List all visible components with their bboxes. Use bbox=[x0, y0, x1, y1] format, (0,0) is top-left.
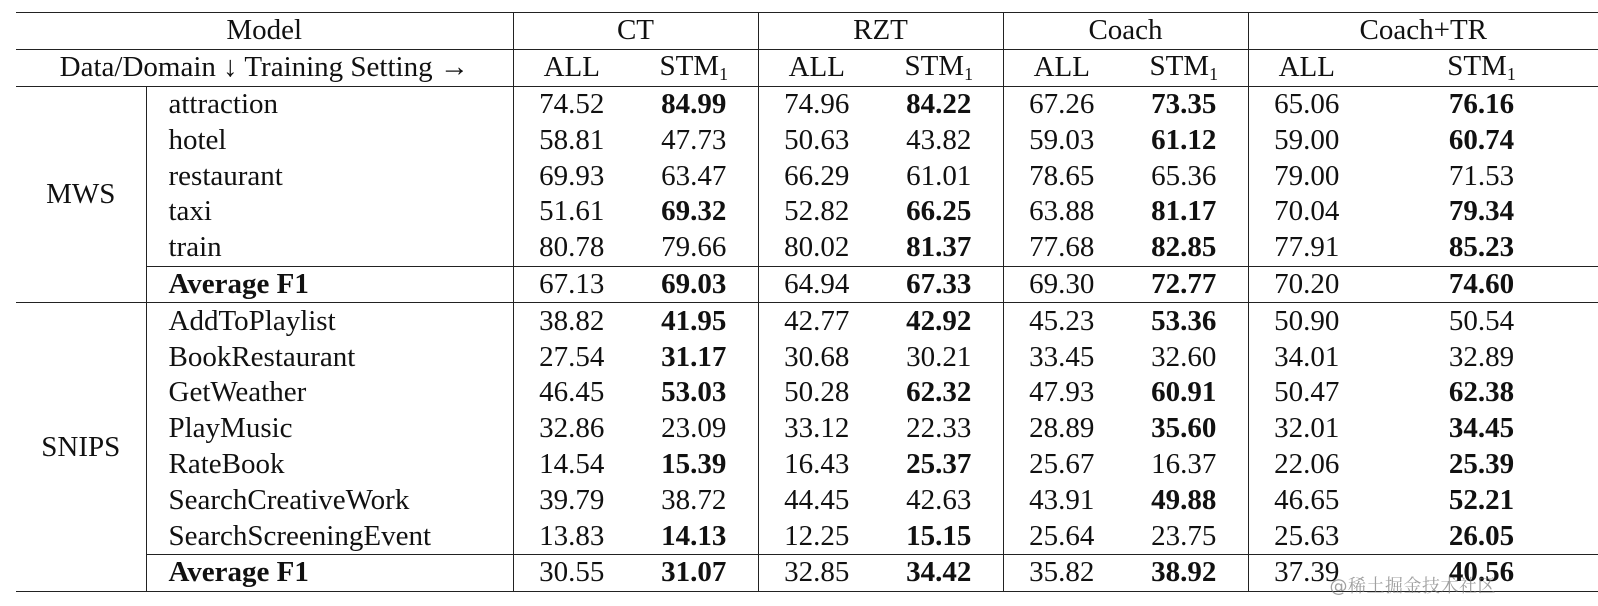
cell-stm: 67.33 bbox=[875, 266, 1003, 303]
cell-stm: 15.39 bbox=[630, 447, 758, 483]
cell-all: 27.54 bbox=[539, 340, 605, 373]
cell-stm: 62.38 bbox=[1448, 376, 1515, 409]
cell-stm: 65.36 bbox=[1120, 158, 1248, 194]
cell-stm: 73.35 bbox=[1120, 86, 1248, 122]
cell-all: 65.06 bbox=[1274, 87, 1340, 120]
cell-all: 74.52 bbox=[539, 87, 605, 120]
cell-stm: 69.32 bbox=[630, 194, 758, 230]
subheader-all: ALL bbox=[1003, 49, 1120, 86]
domain-label: restaurant bbox=[146, 158, 513, 194]
cell-stm: 60.91 bbox=[1120, 375, 1248, 411]
cell-all: 59.00 bbox=[1274, 123, 1340, 156]
cell-all: 38.82 bbox=[539, 304, 605, 337]
cell-all: 69.93 bbox=[539, 159, 605, 192]
cell-stm: 30.21 bbox=[875, 339, 1003, 375]
model-header-coach: Coach bbox=[1003, 13, 1248, 50]
cell-all: 74.96 bbox=[784, 87, 850, 120]
cell-stm: 52.21 bbox=[1448, 483, 1515, 516]
cell-stm: 15.15 bbox=[875, 518, 1003, 554]
cell-all: 25.67 bbox=[1029, 447, 1095, 480]
cell-all: 37.39 bbox=[1248, 554, 1365, 591]
average-row bbox=[16, 266, 1598, 303]
cell-all: 46.45 bbox=[539, 376, 605, 409]
cell-all: 14.54 bbox=[539, 447, 605, 480]
table-row bbox=[16, 518, 1598, 554]
subheader-stm bbox=[1120, 49, 1248, 86]
cell-all: 69.30 bbox=[1003, 266, 1120, 303]
cell-stm: 71.53 bbox=[1448, 159, 1515, 192]
domain-label: BookRestaurant bbox=[146, 339, 513, 375]
cell-stm: 14.13 bbox=[630, 518, 758, 554]
cell-stm: 32.89 bbox=[1448, 340, 1515, 373]
cell-all: 32.01 bbox=[1274, 412, 1340, 445]
cell-stm: 31.17 bbox=[630, 339, 758, 375]
cell-all: 51.61 bbox=[539, 195, 605, 228]
cell-stm: 23.09 bbox=[630, 411, 758, 447]
cell-all: 42.77 bbox=[784, 304, 850, 337]
cell-stm: 79.34 bbox=[1448, 195, 1515, 228]
cell-all: 22.06 bbox=[1274, 447, 1340, 480]
cell-all: 67.13 bbox=[513, 266, 630, 303]
cell-stm: 41.95 bbox=[630, 303, 758, 339]
cell-all: 12.25 bbox=[784, 519, 850, 552]
average-label: Average F1 bbox=[146, 266, 513, 303]
cell-stm: 38.72 bbox=[630, 482, 758, 518]
cell-stm: 23.75 bbox=[1120, 518, 1248, 554]
domain-label: hotel bbox=[146, 122, 513, 158]
cell-stm: 79.66 bbox=[630, 230, 758, 266]
model-header-ct: CT bbox=[513, 13, 758, 50]
domain-label: train bbox=[146, 230, 513, 266]
cell-stm: 34.42 bbox=[875, 554, 1003, 591]
cell-all: 16.43 bbox=[784, 447, 850, 480]
cell-all: 70.04 bbox=[1274, 195, 1340, 228]
watermark: @稀土掘金技术社区 bbox=[1329, 576, 1496, 597]
cell-all: 33.12 bbox=[784, 412, 850, 445]
table-row bbox=[16, 158, 1598, 194]
table-row bbox=[16, 482, 1598, 518]
cell-stm: 62.32 bbox=[875, 375, 1003, 411]
cell-all: 59.03 bbox=[1029, 123, 1095, 156]
cell-all: 34.01 bbox=[1274, 340, 1340, 373]
model-header-rzt: RZT bbox=[758, 13, 1003, 50]
cell-stm: 76.16 bbox=[1448, 87, 1515, 120]
cell-all: 50.90 bbox=[1274, 304, 1340, 337]
cell-all: 79.00 bbox=[1274, 159, 1340, 192]
cell-stm: 53.03 bbox=[630, 375, 758, 411]
table-row bbox=[16, 411, 1598, 447]
cell-stm: 35.60 bbox=[1120, 411, 1248, 447]
cell-all: 50.28 bbox=[784, 376, 850, 409]
stm-subscript: 1 bbox=[719, 64, 729, 85]
cell-all: 32.85 bbox=[758, 554, 875, 591]
stm-label: STM bbox=[904, 50, 965, 83]
table-row bbox=[16, 230, 1598, 266]
cell-stm: 25.37 bbox=[875, 447, 1003, 483]
cell-all: 77.68 bbox=[1029, 231, 1095, 264]
cell-all: 43.91 bbox=[1029, 483, 1095, 516]
table-row bbox=[16, 447, 1598, 483]
cell-stm: 47.73 bbox=[630, 122, 758, 158]
cell-all: 70.20 bbox=[1248, 266, 1365, 303]
cell-stm: 16.37 bbox=[1120, 447, 1248, 483]
cell-all: 30.68 bbox=[784, 340, 850, 373]
cell-all: 50.47 bbox=[1274, 376, 1340, 409]
cell-all: 25.64 bbox=[1029, 519, 1095, 552]
header-row-models bbox=[16, 13, 1598, 50]
cell-stm: 32.60 bbox=[1120, 339, 1248, 375]
cell-stm: 61.12 bbox=[1120, 122, 1248, 158]
cell-stm: 49.88 bbox=[1120, 482, 1248, 518]
cell-stm: 31.07 bbox=[630, 554, 758, 591]
cell-stm: 43.82 bbox=[875, 122, 1003, 158]
cell-stm: 74.60 bbox=[1365, 266, 1598, 303]
cell-stm: 53.36 bbox=[1120, 303, 1248, 339]
cell-stm: 66.25 bbox=[875, 194, 1003, 230]
cell-stm: 50.54 bbox=[1448, 304, 1515, 337]
cell-all: 78.65 bbox=[1029, 159, 1095, 192]
cell-stm: 82.85 bbox=[1120, 230, 1248, 266]
table-row bbox=[16, 194, 1598, 230]
domain-label: PlayMusic bbox=[146, 411, 513, 447]
axis-label: Data/Domain ↓ Training Setting → bbox=[16, 49, 513, 86]
cell-all: 67.26 bbox=[1029, 87, 1095, 120]
cell-all: 47.93 bbox=[1029, 376, 1095, 409]
domain-label: AddToPlaylist bbox=[146, 303, 513, 339]
domain-label: SearchCreativeWork bbox=[146, 482, 513, 518]
cell-all: 46.65 bbox=[1274, 483, 1340, 516]
subheader-all: ALL bbox=[1248, 49, 1365, 86]
stm-subscript: 1 bbox=[964, 64, 974, 85]
domain-label: taxi bbox=[146, 194, 513, 230]
cell-stm: 26.05 bbox=[1448, 519, 1515, 552]
domain-label: GetWeather bbox=[146, 375, 513, 411]
table-row bbox=[16, 122, 1598, 158]
cell-stm: 42.63 bbox=[875, 482, 1003, 518]
subheader-stm bbox=[1365, 49, 1598, 86]
stm-label: STM bbox=[1149, 50, 1210, 83]
subheader-all: ALL bbox=[513, 49, 630, 86]
subheader-stm bbox=[875, 49, 1003, 86]
stm-subscript: 1 bbox=[1506, 64, 1516, 85]
stm-subscript: 1 bbox=[1209, 64, 1219, 85]
header-row-settings bbox=[16, 49, 1598, 86]
group-label: MWS bbox=[16, 86, 146, 303]
cell-all: 63.88 bbox=[1029, 195, 1095, 228]
table-row bbox=[16, 375, 1598, 411]
cell-all: 64.94 bbox=[758, 266, 875, 303]
cell-stm: 84.22 bbox=[875, 86, 1003, 122]
table-row bbox=[16, 303, 1598, 339]
cell-stm: 42.92 bbox=[875, 303, 1003, 339]
cell-all: 33.45 bbox=[1029, 340, 1095, 373]
cell-all: 30.55 bbox=[513, 554, 630, 591]
cell-stm: 72.77 bbox=[1120, 266, 1248, 303]
domain-label: SearchScreeningEvent bbox=[146, 518, 513, 554]
cell-stm: 81.37 bbox=[875, 230, 1003, 266]
cell-stm: 22.33 bbox=[875, 411, 1003, 447]
cell-stm: 25.39 bbox=[1448, 447, 1515, 480]
model-header-coach-tr: Coach+TR bbox=[1248, 13, 1598, 50]
cell-all: 13.83 bbox=[539, 519, 605, 552]
domain-label: attraction bbox=[146, 86, 513, 122]
cell-all: 58.81 bbox=[539, 123, 605, 156]
cell-all: 44.45 bbox=[784, 483, 850, 516]
cell-stm: 81.17 bbox=[1120, 194, 1248, 230]
results-table bbox=[16, 12, 1598, 592]
stm-label: STM bbox=[1447, 50, 1507, 83]
group-label: SNIPS bbox=[16, 303, 146, 591]
domain-label: RateBook bbox=[146, 447, 513, 483]
cell-stm: 63.47 bbox=[630, 158, 758, 194]
cell-all: 32.86 bbox=[539, 412, 605, 445]
cell-stm: 60.74 bbox=[1448, 123, 1515, 156]
cell-all: 77.91 bbox=[1274, 231, 1340, 264]
cell-stm: 38.92 bbox=[1120, 554, 1248, 591]
cell-stm: 40.56 bbox=[1365, 554, 1598, 591]
subheader-all: ALL bbox=[758, 49, 875, 86]
subheader-stm bbox=[630, 49, 758, 86]
stm-label: STM bbox=[659, 50, 720, 83]
cell-all: 28.89 bbox=[1029, 412, 1095, 445]
cell-stm: 85.23 bbox=[1448, 231, 1515, 264]
cell-all: 80.78 bbox=[539, 231, 605, 264]
cell-stm: 61.01 bbox=[875, 158, 1003, 194]
table-row bbox=[16, 86, 1598, 122]
cell-stm: 84.99 bbox=[630, 86, 758, 122]
model-header: Model bbox=[16, 13, 513, 50]
cell-all: 50.63 bbox=[784, 123, 850, 156]
cell-stm: 69.03 bbox=[630, 266, 758, 303]
cell-all: 25.63 bbox=[1274, 519, 1340, 552]
cell-all: 39.79 bbox=[539, 483, 605, 516]
cell-all: 35.82 bbox=[1003, 554, 1120, 591]
cell-all: 80.02 bbox=[784, 231, 850, 264]
table-row bbox=[16, 339, 1598, 375]
cell-all: 45.23 bbox=[1029, 304, 1095, 337]
cell-all: 52.82 bbox=[784, 195, 850, 228]
cell-all: 66.29 bbox=[784, 159, 850, 192]
cell-stm: 34.45 bbox=[1448, 412, 1515, 445]
average-label: Average F1 bbox=[146, 554, 513, 591]
